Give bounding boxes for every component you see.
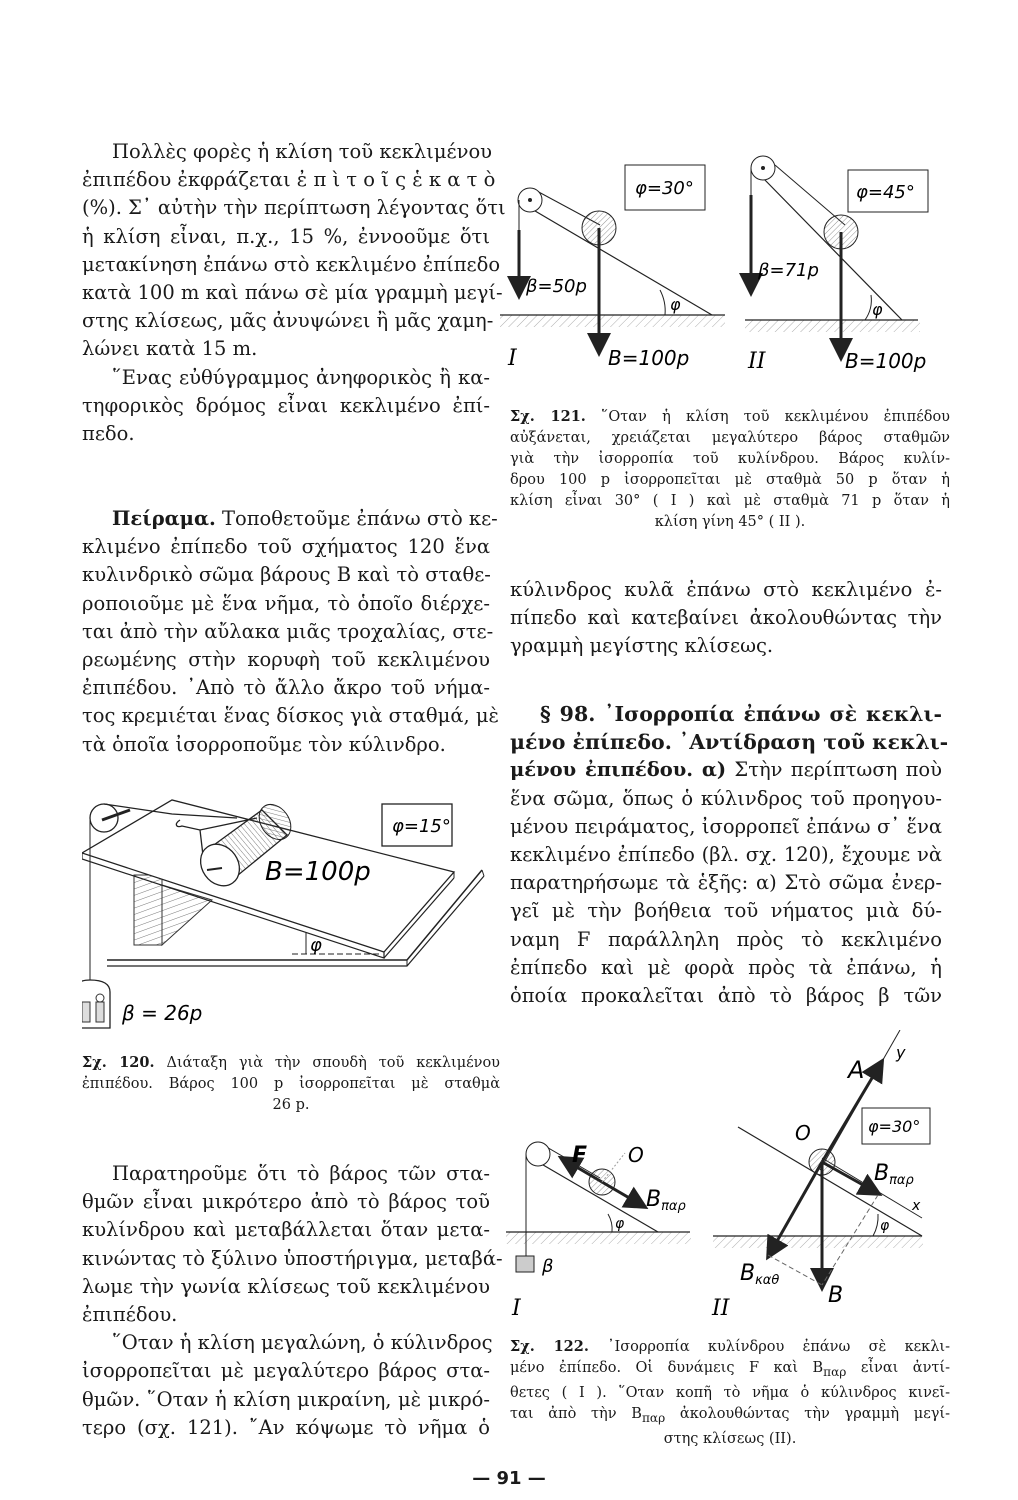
weight-label: β=50p xyxy=(526,276,587,297)
pulley xyxy=(526,1142,550,1166)
figure-122 xyxy=(500,1030,960,1320)
angle-phi-label: φ xyxy=(615,1216,625,1232)
paragraph-incline-percent: Πολλὲς φορὲς ἡ κλίση τοῦ κεκλιμένου ἐπιπέδου ἐκφράζεται ἐ π ὶ τ ο ῖ ς ἑ κ α τ ὸ (%). Σ᾿ αὐτὴν τὴν περίπτωση λέγοντας ὅτι ἡ κλίση εἶναι, π.χ., 15 %, ἐννοοῦμε ὅτι μετακίνηση ἐπάνω στὸ κεκλιμένο ἐπίπεδο κατὰ 100 m καὶ πάνω σὲ μία γραμμὴ μεγί- στης κλίσεως, μᾶς ἀνυψώνει ἢ μᾶς χαμη- λώνει κατὰ 15 m. xyxy=(82,140,506,361)
fig122-panel-II xyxy=(711,1030,930,1320)
fig122-caption: Σχ. 122. ᾿Ισορροπία κυλίνδρου ἐπάνω σὲ κεκλι- μένο ἐπίπεδο. Οἱ δυνάμεις F καὶ $B_{\pi\alpha\rho}$ εἶναι ἀντί- θετες ( I ). ῞Οταν κοπῆ τὸ νῆμα ὁ κύλινδρος κινεῖ- ται ἀπὸ τὴν $B_{\pi\alpha\rho}$ ἀκολουθώντας τὴν γραμμὴ μεγί- στης κλίσεως (II). xyxy=(510,1338,951,1447)
fig120-caption: Σχ. 120. Διάταξη γιὰ τὴν σπουδὴ τοῦ κεκλιμένου ἐπιπέδου. Βάρος 100 p ἰσορροπεῖται μὲ σταθμὰ 26 p. xyxy=(82,1054,500,1113)
load-label: B=100p xyxy=(845,349,927,373)
fig121-panel-I xyxy=(500,165,725,371)
fig121-caption-label: Σχ. 121. xyxy=(510,408,586,425)
paragraph-cylinder-rolls: κύλινδρος κυλᾶ ἐπάνω στὸ κεκλιμένο ἐ- πίπεδο καὶ κατεβαίνει ἀκολουθώντας τὴν γραμμὴ μεγίστης κλίσεως. xyxy=(510,578,942,658)
axis-x-label: x xyxy=(912,1198,921,1214)
weight-label: β xyxy=(542,1256,554,1277)
center-O-label: O xyxy=(628,1143,644,1167)
weight-block xyxy=(516,1256,534,1272)
force-B-label: B xyxy=(828,1283,844,1308)
angle-phi-label: φ xyxy=(310,935,322,956)
fig121-caption: Σχ. 121. ῞Οταν ἡ κλίση τοῦ κεκλιμένου ἐπιπέδου αὐξάνεται, χρειάζεται μεγαλύτερο βάρος σταθμῶν γιὰ τὴν ἰσορροπία τοῦ κυλίνδρου. Βάρος κυλίν- δρου 100 p ἰσορροπεῖται μὲ σταθμὰ 50 p ὅταν ἡ κλίση εἶναι 30° ( I ) καὶ μὲ σταθμὰ 71 p ὅταν ἡ κλίση γίνη 45° ( II ). xyxy=(510,408,950,530)
angle-box-text: φ=30° xyxy=(635,178,694,199)
force-Bpar-label: Bπαρ xyxy=(874,1161,914,1188)
section-heading-line-1: § 98. ᾿Ισορροπία ἐπάνω σὲ κεκλι- xyxy=(540,702,942,726)
angle-phi-label: φ xyxy=(880,1218,890,1234)
panel-numeral: II xyxy=(712,1296,730,1320)
axis-y-label: y xyxy=(896,1043,906,1062)
force-Bkath-label: Bκαθ xyxy=(740,1261,780,1288)
panel-numeral: I xyxy=(508,346,517,371)
fig121-panel-II xyxy=(745,156,928,374)
weights-jar-icon xyxy=(82,980,110,1028)
load-label: B=100p xyxy=(608,346,690,370)
fig122-caption-label: Σχ. 122. xyxy=(510,1338,589,1355)
angle-box-text: φ=45° xyxy=(856,182,915,203)
center-O-label: O xyxy=(795,1121,811,1145)
force-A-label: A xyxy=(848,1056,865,1084)
experiment-label: Πείραμα. xyxy=(112,507,216,530)
fig120-caption-label: Σχ. 120. xyxy=(82,1054,155,1071)
fig120-drawing xyxy=(82,780,500,1030)
figure-121 xyxy=(500,140,960,380)
page-number: — 91 — xyxy=(472,1468,546,1489)
fig122-panel-I xyxy=(506,1142,691,1320)
angle-box-text: φ=15° xyxy=(392,816,451,837)
section-heading-line-3: μένου ἐπιπέδου. α) xyxy=(510,758,727,782)
force-F-label: F xyxy=(572,1143,588,1168)
right-column-continuation xyxy=(510,576,942,661)
weight-label: β=71p xyxy=(758,260,819,281)
panel-numeral: I xyxy=(512,1296,521,1320)
counterweight-label: β = 26p xyxy=(122,1001,203,1025)
angle-phi-label: φ xyxy=(670,295,681,314)
section-98: § 98. ᾿Ισορροπία ἐπάνω σὲ κεκλι- μένο ἐπίπεδο. ᾿Αντίδραση τοῦ κεκλι- μένου ἐπιπέδου. α) Στὴν περίπτωση ποὺ ἕνα σῶμα, ὅπως ὁ κύλινδρος τοῦ προηγου- μένου πειράματος, ἰσορροπεῖ ἐπάνω σ᾿ ἕνα κεκλιμένο ἐπίπεδο (βλ. σχ. 120), ἔχουμε νὰ παρατηρήσωμε τὰ ἑξῆς: α) Στὸ σῶμα ἐνερ- γεῖ μὲ τὴν βοήθεια τοῦ νήματος μιὰ δύ- ναμη F παράλληλη πρὸς τὸ κεκλιμένο ἐπίπεδο καὶ μὲ φορὰ πρὸς τὰ ἐπάνω, ἡ ὁποία προκαλεῖται ἀπὸ τὸ βάρος β τῶν xyxy=(510,702,949,1008)
x-axis-line xyxy=(822,1158,922,1218)
section-heading-line-2: μένο ἐπίπεδο. ᾿Αντίδραση τοῦ κεκλι- xyxy=(510,730,949,755)
paragraph-observation: Παρατηροῦμε ὅτι τὸ βάρος τῶν στα- θμῶν εἶναι μικρότερο ἀπὸ τὸ βάρος τοῦ κυλίνδρου καὶ μεταβάλλεται ὅταν μετα- κινώντας τὸ ξύλινο ὑποστήριγμα, μεταβά- λωμε τὴν γωνία κλίσεως τοῦ κεκλιμένου ἐπιπέδου. xyxy=(82,1162,503,1327)
cylinder-weight-label: B=100p xyxy=(265,857,371,887)
left-column-top xyxy=(82,138,506,448)
paragraph-experiment: Πείραμα. Τοποθετοῦμε ἐπάνω στὸ κε- κλιμένο ἐπίπεδο τοῦ σχήματος 120 ἕνα κυλινδρικὸ σῶμα βάρους Β καὶ τὸ σταθε- ροποιοῦμε μὲ ἕνα νῆμα, τὸ ὁποῖο διέρχε- ται ἀπὸ τὴν αὔλακα μιᾶς τροχαλίας, στε- ρεωμένης στὴν κορυφὴ τοῦ κεκλιμένου ἐπιπέδου. ᾿Απὸ τὸ ἄλλο ἄκρο τοῦ νήμα- τος κρεμιέται ἕνας δίσκος γιὰ σταθμά, μὲ τὰ ὁποῖα ἰσορροποῦμε τὸν κύλινδρο. xyxy=(82,507,500,756)
force-Bpar-arrow xyxy=(822,1162,872,1190)
left-column-experiment xyxy=(82,505,500,759)
panel-numeral: II xyxy=(748,349,766,374)
paragraph-incline-change: ῞Οταν ἡ κλίση μεγαλώνη, ὁ κύλινδρος ἰσορροπεῖται μὲ μεγαλύτερο βάρος στα- θμῶν. ῞Οταν ἡ κλίση μικραίνη, μὲ μικρό- τερο (σχ. 121). ῎Αν κόψωμε τὸ νῆμα ὁ xyxy=(82,1331,493,1439)
angle-box-text: φ=30° xyxy=(868,1117,921,1136)
left-column-bottom xyxy=(82,1160,503,1442)
figure-120 xyxy=(82,780,500,1030)
angle-phi-label: φ xyxy=(872,300,883,319)
paragraph-road-example: ῞Ενας εὐθύγραμμος ἀνηφορικὸς ἢ κα- τηφορικὸς δρόμος εἶναι κεκλιμένο ἐπί- πεδο. xyxy=(82,365,490,446)
force-Bpar-label: Bπαρ xyxy=(646,1187,686,1214)
